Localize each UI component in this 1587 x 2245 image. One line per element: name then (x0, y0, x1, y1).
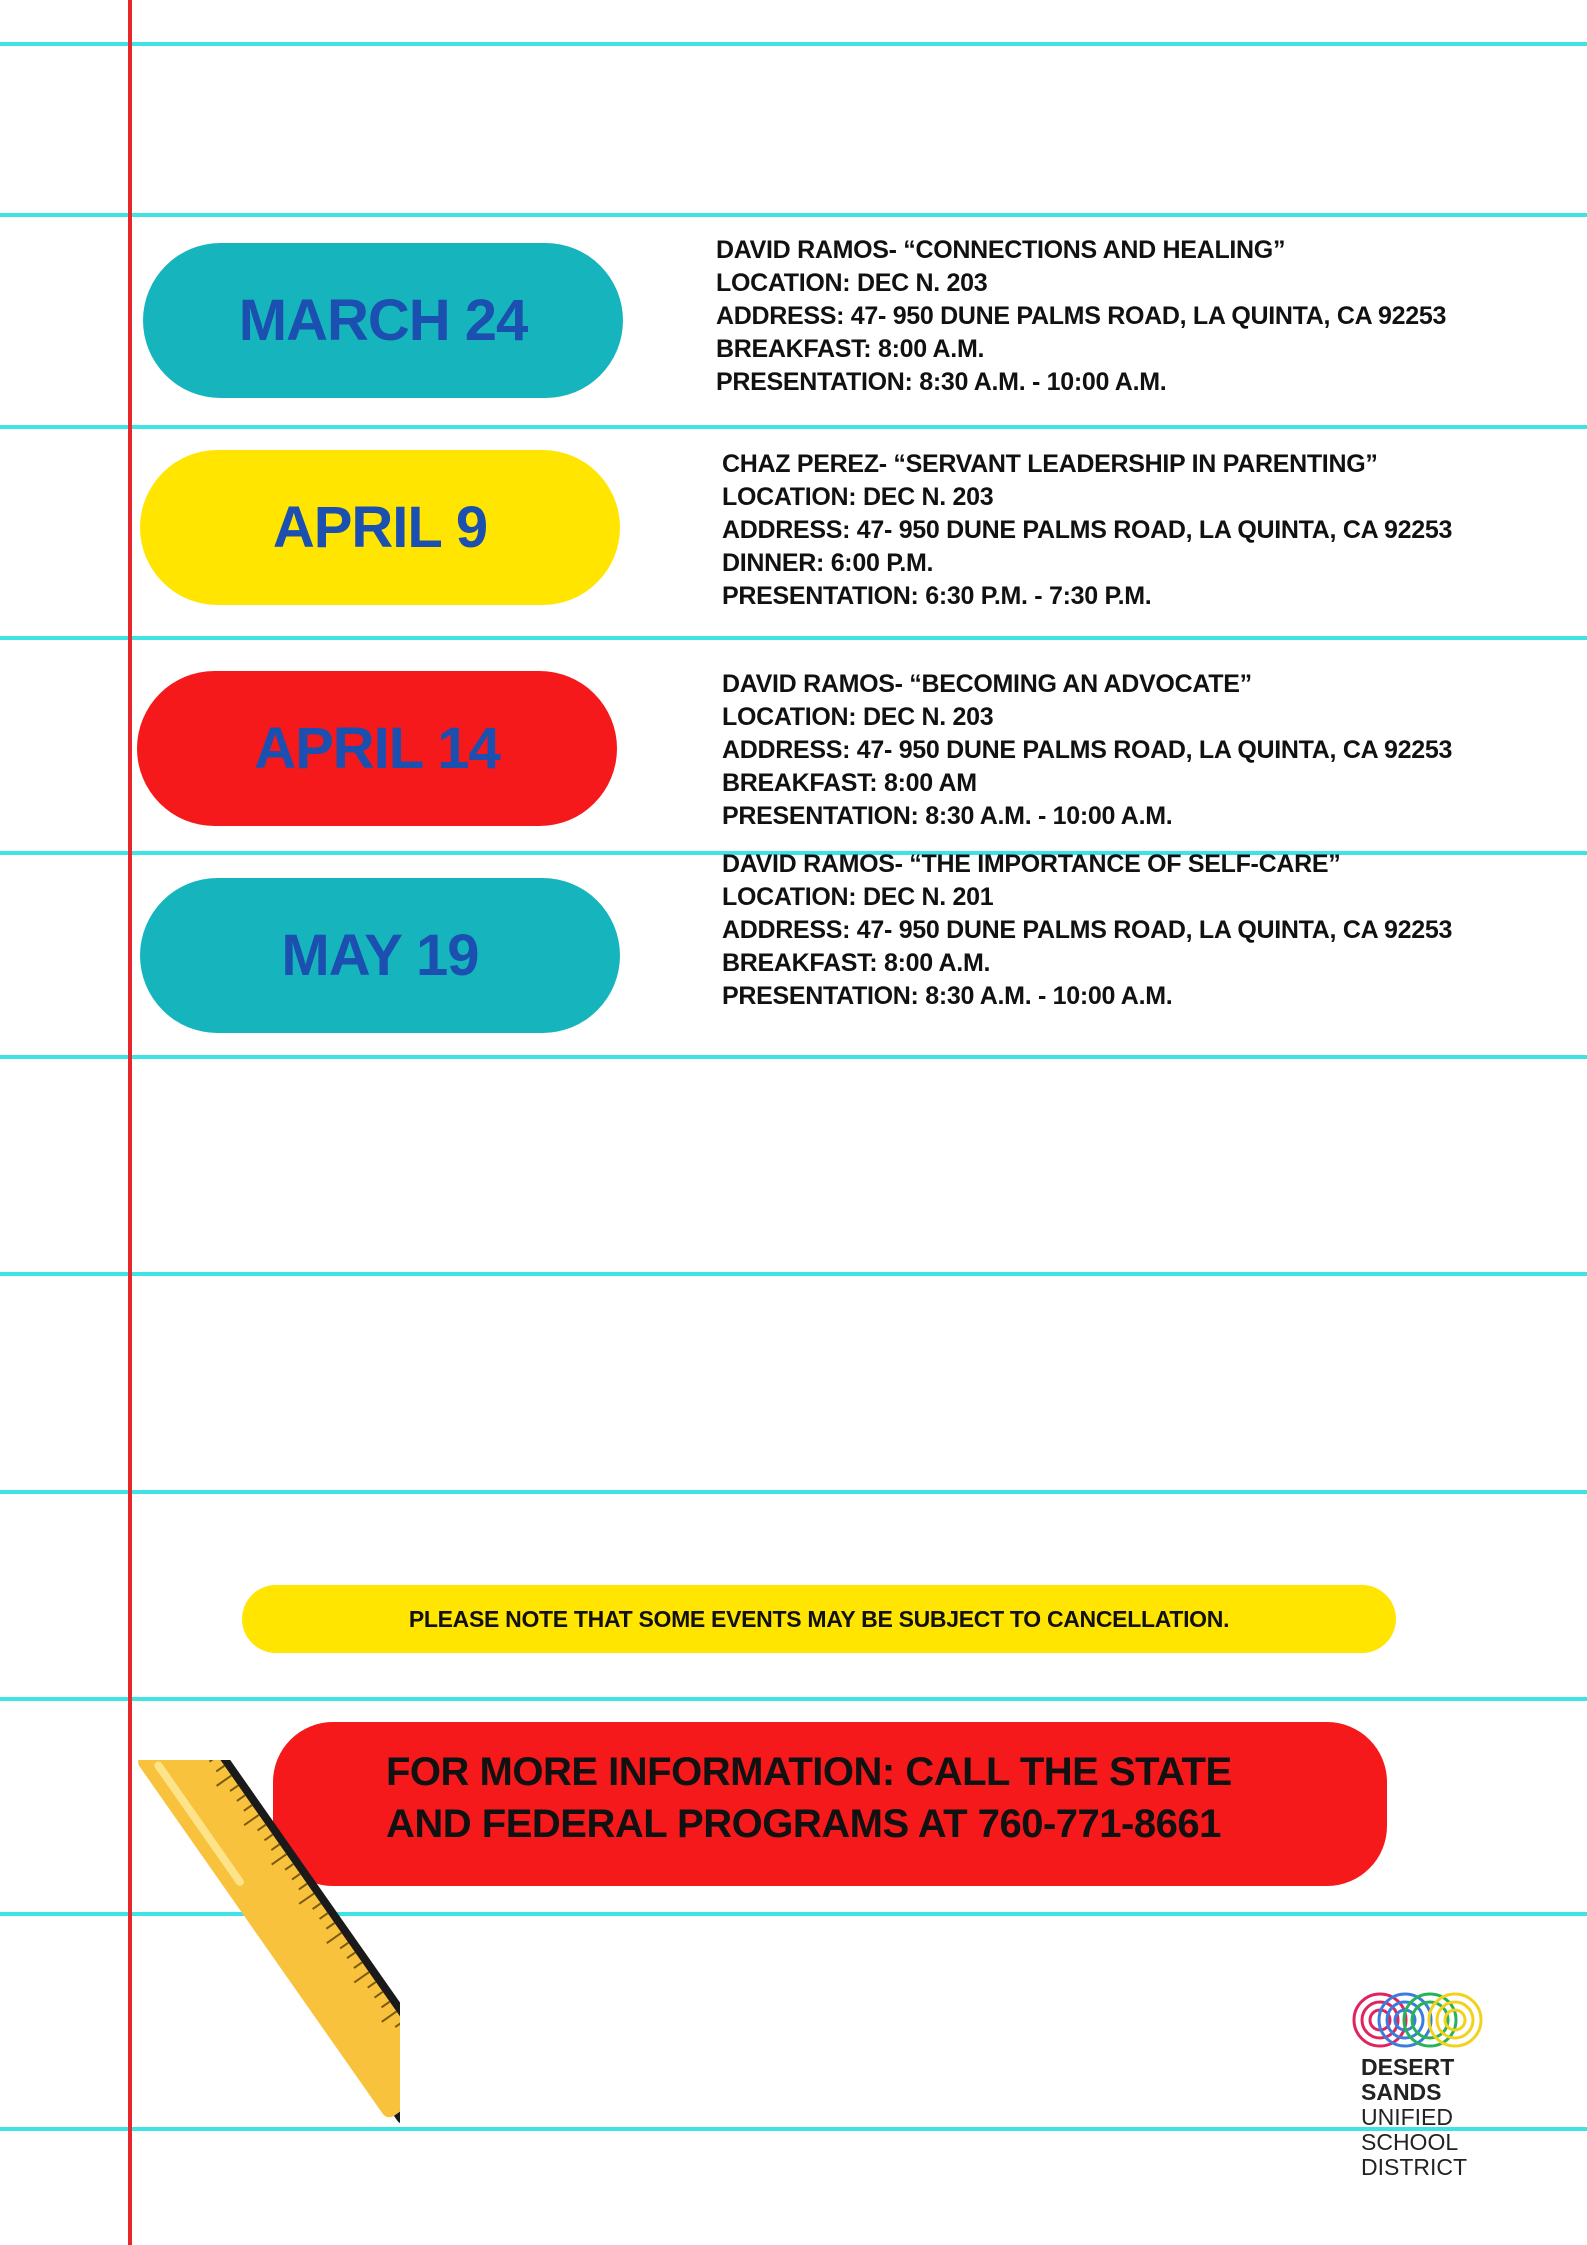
date-pill-april-9 (140, 450, 620, 605)
event-details (716, 234, 1446, 399)
notebook-rule (0, 636, 1587, 640)
notebook-rule (0, 1490, 1587, 1494)
event-meal: BREAKFAST: 8:00 AM (722, 769, 977, 797)
logo-line-5: DISTRICT (1361, 2154, 1468, 2180)
event-address: ADDRESS: 47- 950 DUNE PALMS ROAD, LA QUINTA, CA 92253 (722, 516, 1453, 544)
event-meal: DINNER: 6:00 P.M. (722, 549, 934, 577)
date-pill-may-19 (140, 878, 620, 1033)
logo-line-2: SANDS (1361, 2079, 1442, 2105)
event-title: DAVID RAMOS- “BECOMING AN ADVOCATE” (722, 670, 1252, 698)
event-meal: BREAKFAST: 8:00 A.M. (722, 949, 991, 977)
date-label: APRIL 14 (254, 716, 500, 781)
logo-line-1: DESERT (1361, 2054, 1455, 2080)
notebook-rule (0, 1055, 1587, 1059)
info-line-1: FOR MORE INFORMATION: CALL THE STATE (386, 1750, 1232, 1794)
notebook-rule (0, 425, 1587, 429)
event-details (722, 848, 1452, 1013)
info-line-2: AND FEDERAL PROGRAMS AT 760-771-8661 (386, 1802, 1221, 1846)
event-presentation: PRESENTATION: 8:30 A.M. - 10:00 A.M. (716, 368, 1167, 396)
date-pill-march-24 (143, 243, 623, 398)
event-location: LOCATION: DEC N. 203 (722, 703, 994, 731)
event-details (722, 668, 1452, 833)
event-details (722, 448, 1452, 613)
cancellation-note (242, 1585, 1396, 1653)
info-box (273, 1722, 1387, 1886)
cancellation-note-text: PLEASE NOTE THAT SOME EVENTS MAY BE SUBJECT TO CANCELLATION. (408, 1605, 1230, 1632)
event-location: LOCATION: DEC N. 201 (722, 883, 994, 911)
info-text (386, 1746, 1232, 1850)
event-presentation: PRESENTATION: 8:30 A.M. - 10:00 A.M. (722, 982, 1173, 1010)
event-presentation: PRESENTATION: 8:30 A.M. - 10:00 A.M. (722, 802, 1173, 830)
event-title: CHAZ PEREZ- “SERVANT LEADERSHIP IN PARENTING” (722, 450, 1378, 478)
event-title: DAVID RAMOS- “CONNECTIONS AND HEALING” (716, 236, 1286, 264)
date-label: MARCH 24 (238, 288, 528, 353)
event-location: LOCATION: DEC N. 203 (722, 483, 994, 511)
date-label: APRIL 9 (272, 495, 488, 560)
event-location: LOCATION: DEC N. 203 (716, 269, 988, 297)
event-address: ADDRESS: 47- 950 DUNE PALMS ROAD, LA QUINTA, CA 92253 (722, 736, 1453, 764)
event-address: ADDRESS: 47- 950 DUNE PALMS ROAD, LA QUINTA, CA 92253 (716, 302, 1447, 330)
event-address: ADDRESS: 47- 950 DUNE PALMS ROAD, LA QUINTA, CA 92253 (722, 916, 1453, 944)
district-logo-text (1361, 2055, 1467, 2180)
notebook-rule (0, 213, 1587, 217)
date-pill-april-14 (137, 671, 617, 826)
district-logo-icon (1350, 1990, 1485, 2050)
notebook-rule (0, 42, 1587, 46)
event-title: DAVID RAMOS- “THE IMPORTANCE OF SELF-CARE” (722, 850, 1341, 878)
ruler-icon (40, 1760, 400, 2220)
event-meal: BREAKFAST: 8:00 A.M. (716, 335, 985, 363)
date-label: MAY 19 (281, 923, 479, 988)
notebook-rule (0, 1697, 1587, 1701)
notebook-rule (0, 1272, 1587, 1276)
logo-line-3: UNIFIED (1361, 2104, 1453, 2130)
event-presentation: PRESENTATION: 6:30 P.M. - 7:30 P.M. (722, 582, 1152, 610)
logo-line-4: SCHOOL (1361, 2129, 1459, 2155)
